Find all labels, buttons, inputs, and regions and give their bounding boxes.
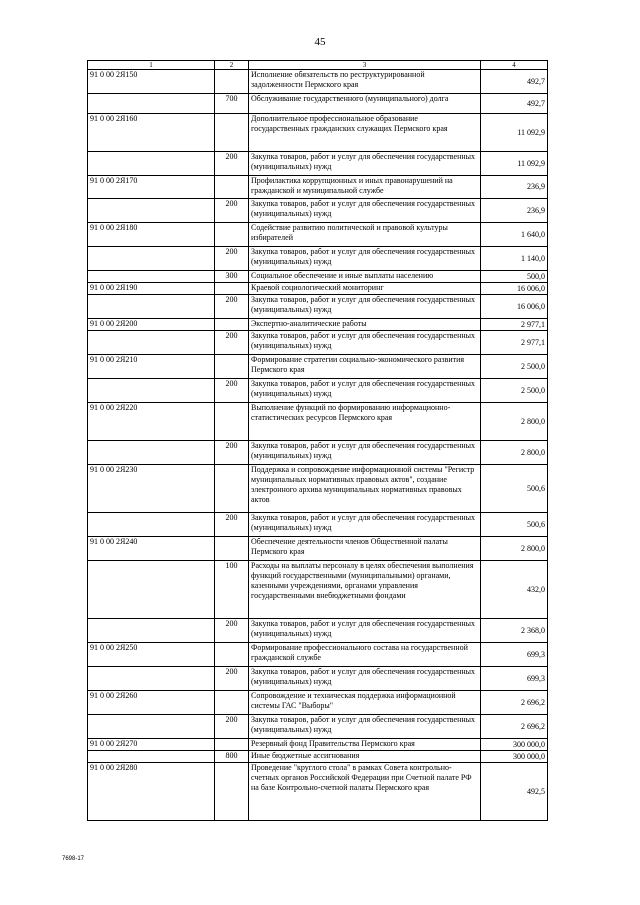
expense-description: Закупка товаров, работ и услуг для обеспечения государственных (муниципальных) нужд xyxy=(249,379,481,403)
table-row xyxy=(88,465,548,513)
table-row xyxy=(88,295,548,319)
expense-type-code xyxy=(215,114,249,152)
table-row xyxy=(88,561,548,619)
target-article-code: 91 0 00 2Я240 xyxy=(88,537,215,561)
document-code: 7698-17 xyxy=(62,856,85,862)
amount-value: 699,3 xyxy=(481,667,548,691)
table-row xyxy=(88,70,548,94)
expense-description: Поддержка и сопровождение информационной системы "Регистр муниципальных нормативных правовых актов", создание электронного архива муниципальных нормативных правовых актов xyxy=(249,465,481,513)
expense-type-code xyxy=(215,537,249,561)
expense-description: Закупка товаров, работ и услуг для обеспечения государственных (муниципальных) нужд xyxy=(249,152,481,176)
target-article-code xyxy=(88,441,215,465)
amount-value: 500,6 xyxy=(481,465,548,513)
amount-value: 300 000,0 xyxy=(481,739,548,751)
expense-type-code: 200 xyxy=(215,199,249,223)
target-article-code xyxy=(88,561,215,619)
amount-value: 2 977,1 xyxy=(481,331,548,355)
amount-value: 11 092,9 xyxy=(481,114,548,152)
expense-description: Резервный фонд Правительства Пермского края xyxy=(249,739,481,751)
expense-type-code: 800 xyxy=(215,751,249,763)
target-article-code xyxy=(88,715,215,739)
target-article-code: 91 0 00 2Я200 xyxy=(88,319,215,331)
expense-type-code: 200 xyxy=(215,715,249,739)
expense-description: Экспертно-аналитические работы xyxy=(249,319,481,331)
table-row xyxy=(88,223,548,247)
amount-value: 2 800,0 xyxy=(481,537,548,561)
expense-type-code: 200 xyxy=(215,379,249,403)
amount-value: 1 640,0 xyxy=(481,223,548,247)
target-article-code: 91 0 00 2Я250 xyxy=(88,643,215,667)
target-article-code xyxy=(88,513,215,537)
amount-value: 1 140,0 xyxy=(481,247,548,271)
expense-type-code xyxy=(215,223,249,247)
table-row xyxy=(88,667,548,691)
amount-value: 16 006,0 xyxy=(481,283,548,295)
target-article-code: 91 0 00 2Я230 xyxy=(88,465,215,513)
target-article-code: 91 0 00 2Я170 xyxy=(88,176,215,199)
expense-description: Исполнение обязательств по реструктурированной задолженности Пермского края xyxy=(249,70,481,94)
expense-description: Закупка товаров, работ и услуг для обеспечения государственных (муниципальных) нужд xyxy=(249,331,481,355)
expense-description: Иные бюджетные ассигнования xyxy=(249,751,481,763)
table-row xyxy=(88,283,548,295)
table-row xyxy=(88,247,548,271)
amount-value: 16 006,0 xyxy=(481,295,548,319)
expense-type-code: 200 xyxy=(215,441,249,465)
expense-description: Социальное обеспечение и иные выплаты населению xyxy=(249,271,481,283)
expense-type-code: 200 xyxy=(215,331,249,355)
amount-value: 236,9 xyxy=(481,199,548,223)
target-article-code xyxy=(88,331,215,355)
target-article-code: 91 0 00 2Я220 xyxy=(88,403,215,441)
amount-value: 2 696,2 xyxy=(481,691,548,715)
expense-description: Дополнительное профессиональное образование государственных гражданских служащих Пермского края xyxy=(249,114,481,152)
expense-type-code xyxy=(215,283,249,295)
amount-value: 492,5 xyxy=(481,763,548,821)
table-row xyxy=(88,691,548,715)
table-header-row xyxy=(88,61,548,70)
amount-value: 492,7 xyxy=(481,94,548,114)
amount-value: 500,6 xyxy=(481,513,548,537)
table-row xyxy=(88,379,548,403)
table-row xyxy=(88,643,548,667)
table-row xyxy=(88,152,548,176)
amount-value: 492,7 xyxy=(481,70,548,94)
target-article-code: 91 0 00 2Я280 xyxy=(88,763,215,821)
table-row xyxy=(88,114,548,152)
target-article-code xyxy=(88,199,215,223)
header-col-3: 3 xyxy=(249,61,481,70)
amount-value: 11 092,9 xyxy=(481,152,548,176)
expense-description: Сопровождение и техническая поддержка информационной системы ГАС "Выборы" xyxy=(249,691,481,715)
expense-type-code xyxy=(215,355,249,379)
expense-description: Формирование профессионального состава на государственной гражданской службе xyxy=(249,643,481,667)
expense-type-code xyxy=(215,739,249,751)
expense-description: Закупка товаров, работ и услуг для обеспечения государственных (муниципальных) нужд xyxy=(249,513,481,537)
table-row xyxy=(88,271,548,283)
header-col-4: 4 xyxy=(481,61,548,70)
table-row xyxy=(88,751,548,763)
target-article-code xyxy=(88,619,215,643)
target-article-code xyxy=(88,379,215,403)
table-row xyxy=(88,355,548,379)
amount-value: 2 500,0 xyxy=(481,379,548,403)
target-article-code: 91 0 00 2Я150 xyxy=(88,70,215,94)
expense-type-code: 700 xyxy=(215,94,249,114)
expense-type-code: 200 xyxy=(215,667,249,691)
expense-type-code: 100 xyxy=(215,561,249,619)
expense-description: Закупка товаров, работ и услуг для обеспечения государственных (муниципальных) нужд xyxy=(249,667,481,691)
expense-description: Закупка товаров, работ и услуг для обеспечения государственных (муниципальных) нужд xyxy=(249,441,481,465)
amount-value: 2 800,0 xyxy=(481,403,548,441)
expense-type-code: 200 xyxy=(215,152,249,176)
table-row xyxy=(88,403,548,441)
amount-value: 2 500,0 xyxy=(481,355,548,379)
amount-value: 2 800,0 xyxy=(481,441,548,465)
amount-value: 699,3 xyxy=(481,643,548,667)
expense-description: Проведение "круглого стола" в рамках Совета контрольно-счетных органов Российской Федерации при Счетной палате РФ на базе Контрольно-счетной палаты Пермского края xyxy=(249,763,481,821)
table-row xyxy=(88,739,548,751)
table-row xyxy=(88,199,548,223)
table-row xyxy=(88,94,548,114)
table-row xyxy=(88,331,548,355)
target-article-code: 91 0 00 2Я160 xyxy=(88,114,215,152)
table-row xyxy=(88,319,548,331)
expense-type-code: 200 xyxy=(215,295,249,319)
expense-description: Закупка товаров, работ и услуг для обеспечения государственных (муниципальных) нужд xyxy=(249,247,481,271)
target-article-code xyxy=(88,295,215,319)
table-row xyxy=(88,763,548,821)
expense-description: Профилактика коррупционных и иных правонарушений на гражданской и муниципальной службе xyxy=(249,176,481,199)
expense-type-code xyxy=(215,643,249,667)
table-row xyxy=(88,176,548,199)
expense-type-code xyxy=(215,465,249,513)
target-article-code: 91 0 00 2Я180 xyxy=(88,223,215,247)
expense-description: Содействие развитию политической и правовой культуры избирателей xyxy=(249,223,481,247)
table-row xyxy=(88,513,548,537)
expense-type-code xyxy=(215,691,249,715)
expense-type-code: 300 xyxy=(215,271,249,283)
target-article-code xyxy=(88,751,215,763)
target-article-code xyxy=(88,247,215,271)
amount-value: 432,0 xyxy=(481,561,548,619)
expense-description: Закупка товаров, работ и услуг для обеспечения государственных (муниципальных) нужд xyxy=(249,295,481,319)
table-row xyxy=(88,715,548,739)
table-row xyxy=(88,441,548,465)
header-col-1: 1 xyxy=(88,61,215,70)
expense-type-code xyxy=(215,319,249,331)
page-number: 45 xyxy=(314,36,326,48)
amount-value: 2 696,2 xyxy=(481,715,548,739)
target-article-code: 91 0 00 2Я210 xyxy=(88,355,215,379)
expense-type-code xyxy=(215,70,249,94)
expense-description: Обслуживание государственного (муниципального) долга xyxy=(249,94,481,114)
target-article-code xyxy=(88,94,215,114)
expense-description: Закупка товаров, работ и услуг для обеспечения государственных (муниципальных) нужд xyxy=(249,199,481,223)
target-article-code xyxy=(88,271,215,283)
budget-table xyxy=(87,60,548,821)
expense-description: Закупка товаров, работ и услуг для обеспечения государственных (муниципальных) нужд xyxy=(249,715,481,739)
target-article-code xyxy=(88,667,215,691)
expense-type-code: 200 xyxy=(215,247,249,271)
table-row xyxy=(88,619,548,643)
expense-description: Формирование стратегии социально-экономического развития Пермского края xyxy=(249,355,481,379)
expense-type-code: 200 xyxy=(215,619,249,643)
amount-value: 2 368,0 xyxy=(481,619,548,643)
expense-type-code xyxy=(215,176,249,199)
expense-type-code: 200 xyxy=(215,513,249,537)
amount-value: 236,9 xyxy=(481,176,548,199)
target-article-code: 91 0 00 2Я190 xyxy=(88,283,215,295)
expense-description: Краевой социологический мониторинг xyxy=(249,283,481,295)
expense-description: Закупка товаров, работ и услуг для обеспечения государственных (муниципальных) нужд xyxy=(249,619,481,643)
target-article-code: 91 0 00 2Я260 xyxy=(88,691,215,715)
target-article-code: 91 0 00 2Я270 xyxy=(88,739,215,751)
target-article-code xyxy=(88,152,215,176)
amount-value: 300 000,0 xyxy=(481,751,548,763)
expense-description: Обеспечение деятельности членов Общественной палаты Пермского края xyxy=(249,537,481,561)
header-col-2: 2 xyxy=(215,61,249,70)
expense-description: Расходы на выплаты персоналу в целях обеспечения выполнения функций государственными (муниципальными) органами, казенными учреждениями, органами управления государственными внебюджетными фондами xyxy=(249,561,481,619)
expense-description: Выполнение функций по формированию информационно-статистических ресурсов Пермского края xyxy=(249,403,481,441)
amount-value: 500,0 xyxy=(481,271,548,283)
amount-value: 2 977,1 xyxy=(481,319,548,331)
table-row xyxy=(88,537,548,561)
expense-type-code xyxy=(215,763,249,821)
expense-type-code xyxy=(215,403,249,441)
